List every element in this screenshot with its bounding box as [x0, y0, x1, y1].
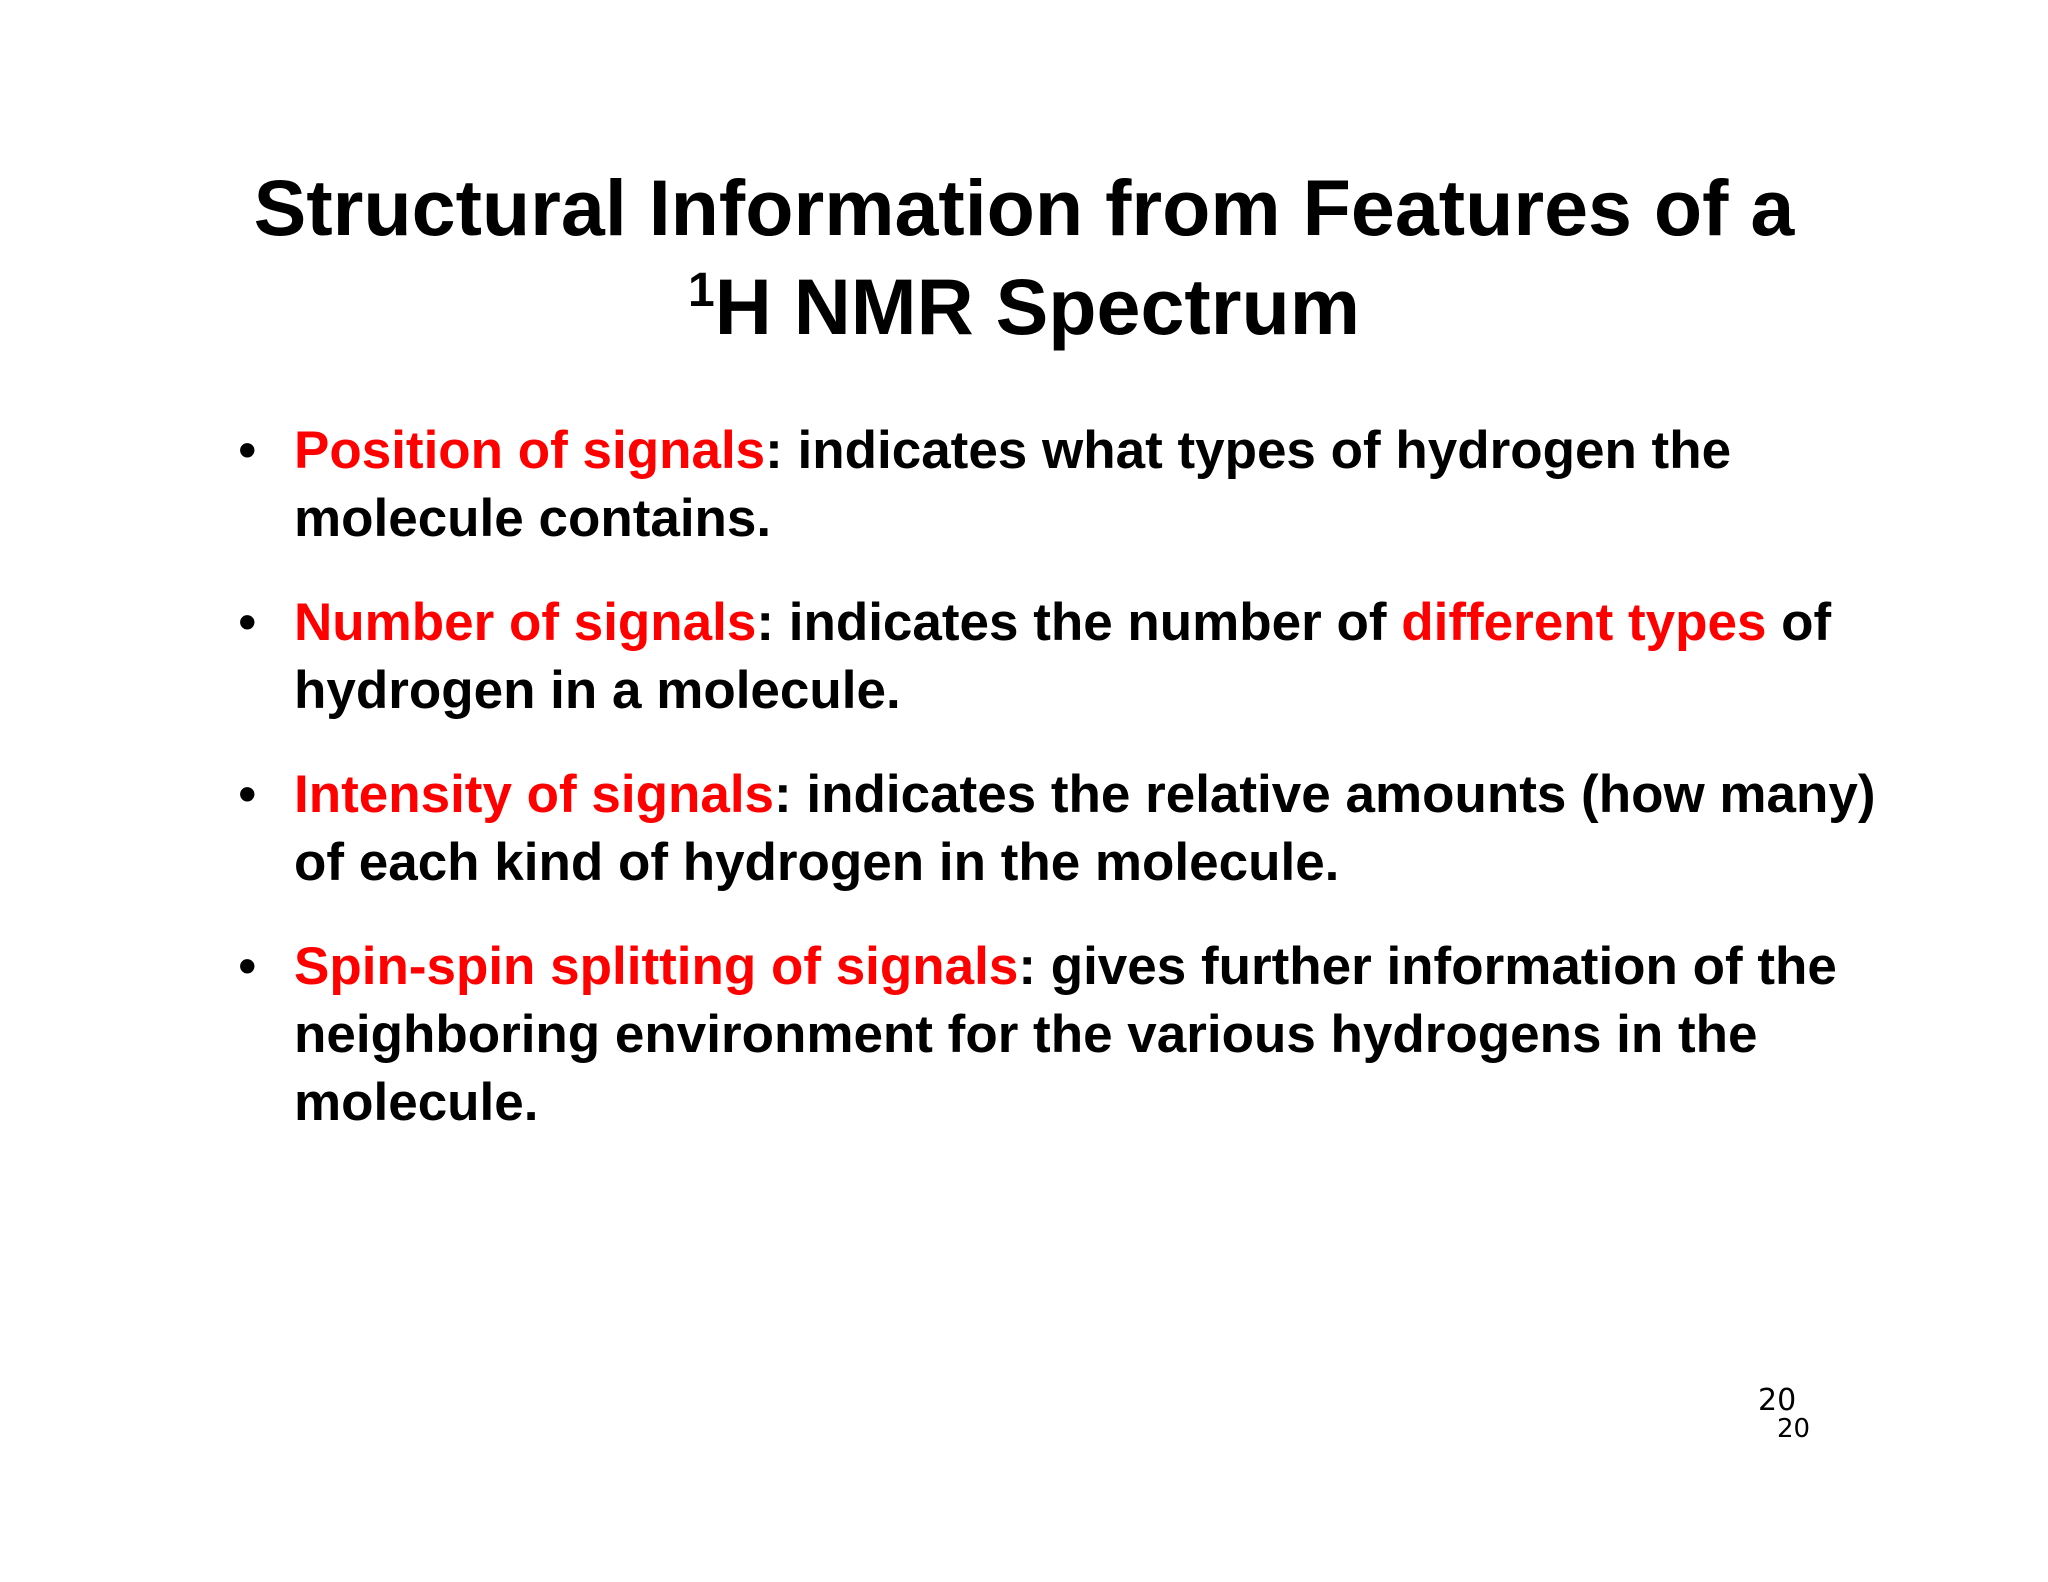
- bullet-text-2: of hydrogen in a molecule.: [294, 593, 1832, 720]
- page-number-secondary: 20: [1777, 1414, 1811, 1444]
- bullet-highlight: Position of signals: [294, 421, 766, 480]
- bullet-highlight: Number of signals: [294, 593, 757, 652]
- bullet-highlight-2: different types: [1401, 593, 1767, 652]
- bullet-highlight: Spin-spin splitting of signals: [294, 937, 1019, 996]
- bullet-marker: •: [238, 421, 257, 480]
- bullet-item-number: [238, 589, 1938, 725]
- title-line-1: Structural Information from Features of a: [253, 163, 1795, 252]
- bullet-list: [238, 417, 1938, 1173]
- bullet-item-position: [238, 417, 1938, 553]
- title-superscript: 1: [688, 264, 715, 317]
- bullet-highlight: Intensity of signals: [294, 765, 775, 824]
- bullet-marker: •: [238, 593, 257, 652]
- bullet-item-splitting: [238, 933, 1938, 1137]
- bullet-text: : indicates what types of hydrogen the molecule contains.: [294, 421, 1732, 548]
- bullet-text: : indicates the relative amounts (how many) of each kind of hydrogen in the molecule.: [294, 765, 1876, 892]
- bullet-marker: •: [238, 937, 257, 996]
- slide-title: [0, 158, 2048, 368]
- bullet-text: : gives further information of the neighboring environment for the various hydrogens in the molecule.: [294, 937, 1837, 1132]
- bullet-marker: •: [238, 765, 257, 824]
- page-number: 20: [1758, 1383, 1797, 1418]
- title-line-2: H NMR Spectrum: [714, 262, 1360, 351]
- bullet-item-intensity: [238, 761, 1938, 897]
- bullet-text: : indicates the number of: [756, 593, 1402, 652]
